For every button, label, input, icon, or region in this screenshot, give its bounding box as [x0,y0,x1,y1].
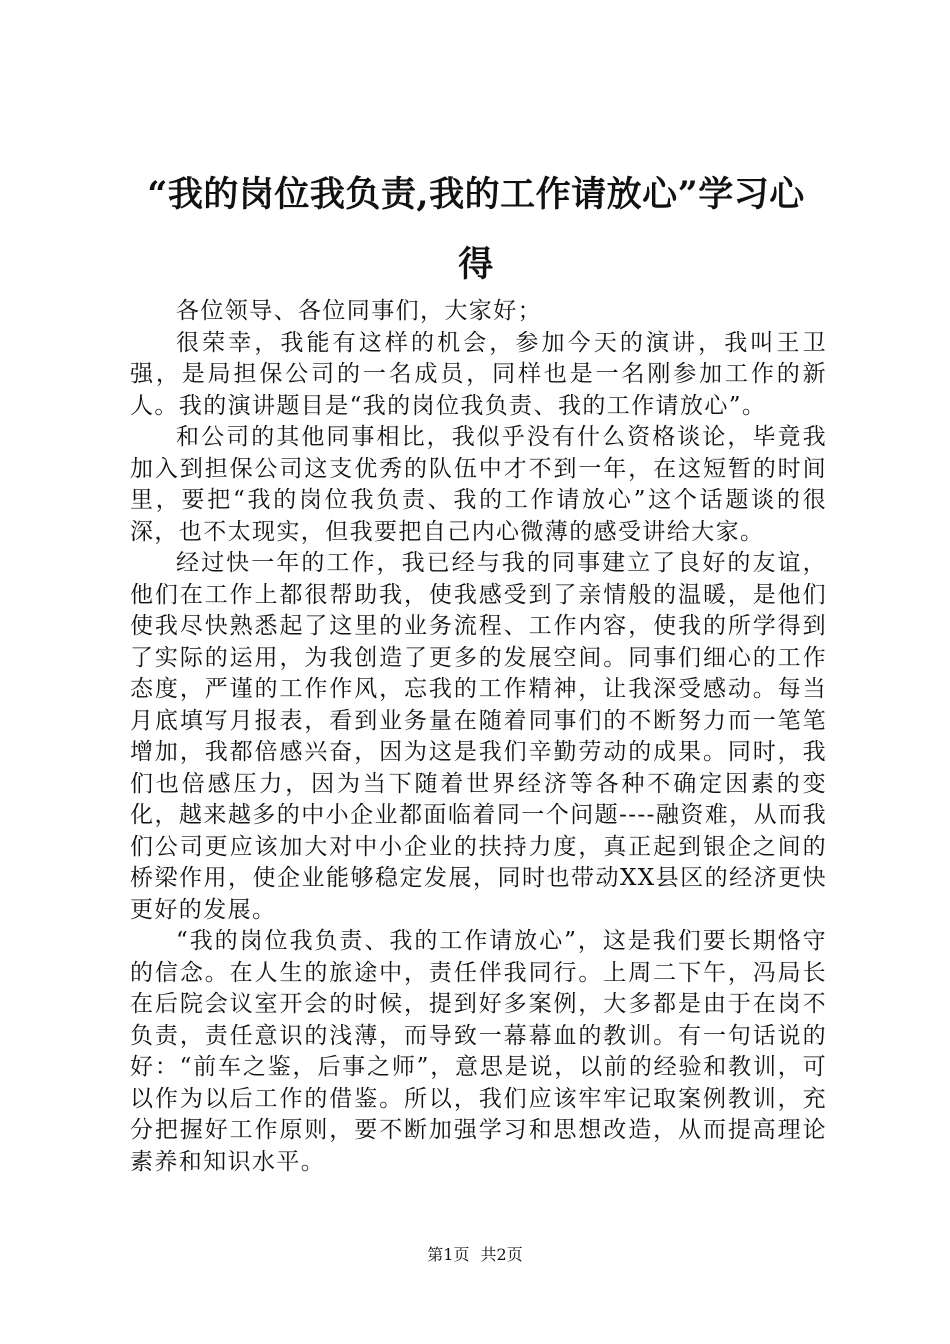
paragraph-introduction: 很荣幸，我能有这样的机会，参加今天的演讲，我叫王卫强，是局担保公司的一名成员，同样也是一名刚参加工作的新人。我的演讲题目是“我的岗位我负责、我的工作请放心”。 [130,329,827,419]
document-body [130,296,827,1178]
paragraph-responsibility: “我的岗位我负责、我的工作请放心”，这是我们要长期恪守的信念。在人生的旅途中，责任伴我同行。上周二下午，冯局长在后院会议室开会的时候，提到好多案例，大多都是由于在岗不负责，责任意识的浅薄，而导致一幕幕血的教训。有一句话说的好：“前车之鉴，后事之师”，意思是说，以前的经验和教训，可以作为以后工作的借鉴。所以，我们应该牢牢记取案例教训，充分把握好工作原则，要不断加强学习和思想改造，从而提高理论素养和知识水平。 [130,928,827,1175]
document-title: “我的岗位我负责,我的工作请放心”学习心得 [147,174,805,285]
page-total: 共2页 [480,1245,523,1264]
paragraph-experience: 经过快一年的工作，我已经与我的同事建立了良好的友谊，他们在工作上都很帮助我，使我感受到了亲情般的温暖，是他们使我尽快熟悉起了这里的业务流程、工作内容，使我的所学得到了实际的运用，为我创造了更多的发展空间。同事们细心的工作态度，严谨的工作作风，忘我的工作精神，让我深受感动。每当月底填写月报表，看到业务量在随着同事们的不断努力而一笔笔增加，我都倍感兴奋，因为这是我们辛勤劳动的成果。同时，我们也倍感压力，因为当下随着世界经济等各种不确定因素的变化，越来越多的中小企业都面临着同一个问题----融资难，从而我们公司更应该加大对中小企业的扶持力度，真正起到银企之间的桥梁作用，使企业能够稳定发展，同时也带动XX县区的经济更快更好的发展。 [130,550,827,923]
page-number: 第1页 [427,1245,470,1264]
page-footer [0,1243,950,1267]
paragraph-comparison: 和公司的其他同事相比，我似乎没有什么资格谈论，毕竟我加入到担保公司这支优秀的队伍中才不到一年，在这短暂的时间里，要把“我的岗位我负责、我的工作请放心”这个话题谈的很深，也不太现实，但我要把自己内心微薄的感受讲给大家。 [130,424,827,545]
paragraph-greeting: 各位领导、各位同事们，大家好； [176,298,542,324]
